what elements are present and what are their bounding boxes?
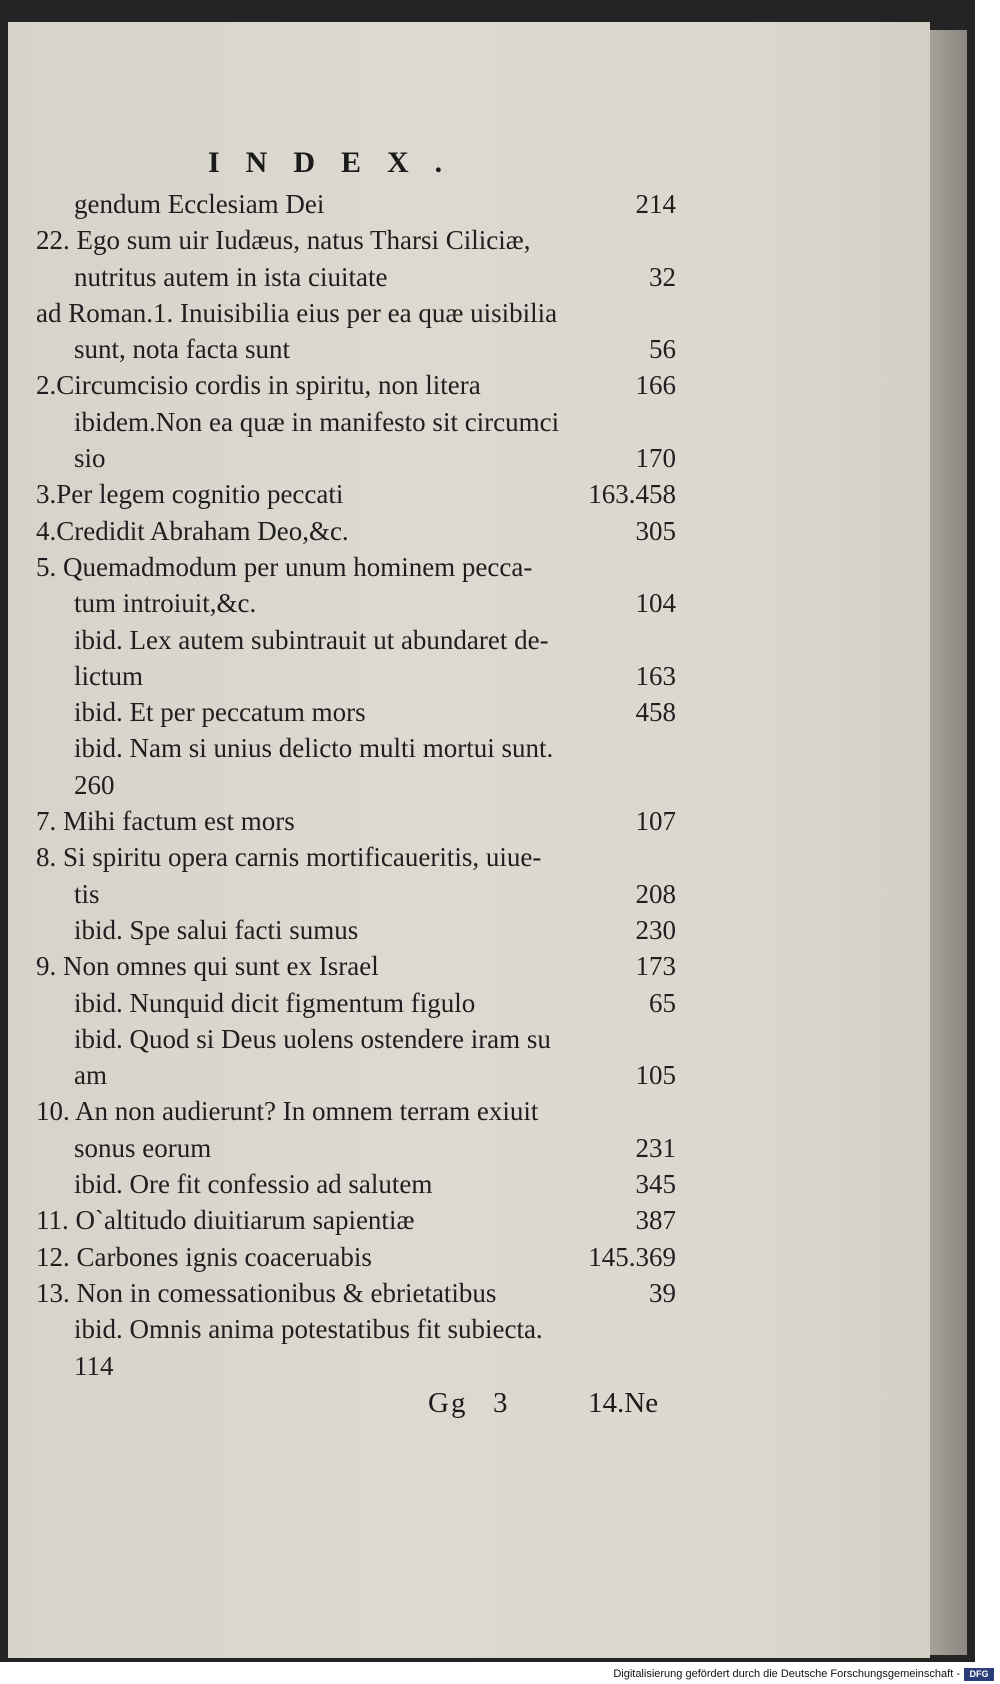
index-line bbox=[36, 222, 676, 258]
entry-text: ibid. Et per peccatum mors bbox=[74, 697, 366, 728]
index-line bbox=[36, 1130, 676, 1166]
entry-text: ibid. Lex autem subintrauit ut abundaret de- bbox=[74, 624, 549, 655]
page-reference: 105 bbox=[635, 1060, 676, 1091]
index-line bbox=[36, 1093, 676, 1129]
page-reference: 214 bbox=[635, 189, 676, 219]
index-line bbox=[36, 1021, 676, 1057]
entry-text: 5. Quemadmodum per unum hominem pecca- bbox=[36, 551, 533, 582]
index-line bbox=[36, 259, 676, 295]
entry-text: am bbox=[74, 1060, 107, 1091]
entry-text: ibid. Ore fit confessio ad salutem bbox=[74, 1169, 433, 1200]
index-line bbox=[36, 839, 676, 875]
page-reference: 163.458 bbox=[588, 479, 676, 510]
index-line bbox=[36, 585, 676, 621]
index-line bbox=[36, 948, 676, 984]
entry-text: 11. O`altitudo diuitiarum sapientiæ bbox=[36, 1205, 415, 1236]
index-line bbox=[36, 186, 676, 222]
entry-text: ibid. Nunquid dicit figmentum figulo bbox=[74, 987, 476, 1018]
page-reference: 56 bbox=[649, 334, 676, 365]
page-reference: 387 bbox=[635, 1205, 676, 1236]
book-page bbox=[8, 22, 930, 1658]
entry-text: lictum bbox=[74, 660, 143, 691]
page-header: INDEX. bbox=[208, 146, 469, 179]
page-footer bbox=[8, 1387, 930, 1427]
entry-text: ibidem.Non ea quæ in manifesto sit circumci bbox=[74, 406, 560, 437]
entry-text: 22. Ego sum uir Iudæus, natus Tharsi Ciliciæ, bbox=[36, 225, 531, 256]
page-reference: 32 bbox=[649, 261, 676, 292]
entry-text: tis bbox=[74, 878, 100, 909]
entry-text: nutritus autem in ista ciuitate bbox=[74, 261, 388, 292]
index-line bbox=[36, 767, 676, 803]
index-line bbox=[36, 803, 676, 839]
page-reference: 145.369 bbox=[588, 1241, 676, 1272]
page-reference: 230 bbox=[635, 914, 676, 945]
index-line bbox=[36, 295, 676, 331]
page-reference: 231 bbox=[635, 1132, 676, 1163]
entry-text: ibid. Spe salui facti sumus bbox=[74, 914, 359, 945]
index-line bbox=[36, 440, 676, 476]
index-entries bbox=[36, 186, 676, 1384]
page-reference: 305 bbox=[635, 515, 676, 546]
index-line bbox=[36, 1348, 676, 1384]
index-line bbox=[36, 730, 676, 766]
leaf-number: 3 bbox=[493, 1387, 508, 1419]
entry-text: ibid. Omnis anima potestatibus fit subiecta. bbox=[74, 1314, 543, 1345]
page-reference: 166 bbox=[635, 370, 676, 401]
page-reference: 170 bbox=[635, 443, 676, 474]
entry-text: sonus eorum bbox=[74, 1132, 212, 1163]
entry-text: ibid. Quod si Deus uolens ostendere iram su bbox=[74, 1023, 551, 1054]
page-reference: 65 bbox=[649, 987, 676, 1018]
entry-text: 8. Si spiritu opera carnis mortificaueritis, uiue- bbox=[36, 842, 542, 873]
index-line bbox=[36, 549, 676, 585]
entry-text: 4.Credidit Abraham Deo,&c. bbox=[36, 515, 349, 546]
page-reference: 458 bbox=[635, 697, 676, 728]
entry-text: 9. Non omnes qui sunt ex Israel bbox=[36, 951, 379, 982]
index-line bbox=[36, 1239, 676, 1275]
page-edge bbox=[925, 30, 967, 1655]
entry-text: 13. Non in comessationibus & ebrietatibus bbox=[36, 1277, 497, 1308]
page-reference: 345 bbox=[635, 1169, 676, 1200]
page-reference: 107 bbox=[635, 806, 676, 837]
index-line bbox=[36, 912, 676, 948]
index-line bbox=[36, 1311, 676, 1347]
index-line bbox=[36, 331, 676, 367]
entry-text: gendum Ecclesiam Dei bbox=[74, 189, 325, 219]
entry-text: 12. Carbones ignis coaceruabis bbox=[36, 1241, 372, 1272]
signature-mark: Gg bbox=[428, 1387, 468, 1419]
index-line bbox=[36, 658, 676, 694]
digitization-credit: Digitalisierung gefördert durch die Deutsche Forschungsgemeinschaft - bbox=[613, 1668, 960, 1680]
entry-text: sio bbox=[74, 443, 106, 474]
index-line bbox=[36, 876, 676, 912]
entry-text: tum introiuit,&c. bbox=[74, 588, 257, 619]
catchword: 14.Ne bbox=[588, 1387, 659, 1419]
index-line bbox=[36, 1202, 676, 1238]
index-line bbox=[36, 694, 676, 730]
index-line bbox=[36, 404, 676, 440]
index-line bbox=[36, 513, 676, 549]
index-line bbox=[36, 476, 676, 512]
dfg-logo: DFG bbox=[964, 1668, 994, 1681]
index-line bbox=[36, 1275, 676, 1311]
entry-text: 3.Per legem cognitio peccati bbox=[36, 479, 344, 510]
page-reference: 208 bbox=[635, 878, 676, 909]
index-line bbox=[36, 1057, 676, 1093]
page-reference: 104 bbox=[635, 588, 676, 619]
page-reference: 173 bbox=[635, 951, 676, 982]
entry-text: 7. Mihi factum est mors bbox=[36, 806, 295, 837]
entry-text: sunt, nota facta sunt bbox=[74, 334, 290, 365]
page-reference: 163 bbox=[635, 660, 676, 691]
entry-text: 260 bbox=[74, 769, 115, 800]
entry-text: ad Roman.1. Inuisibilia eius per ea quæ uisibilia bbox=[36, 297, 558, 328]
index-line bbox=[36, 367, 676, 403]
index-line bbox=[36, 985, 676, 1021]
entry-text: ibid. Nam si unius delicto multi mortui sunt. bbox=[74, 733, 554, 764]
entry-text: 114 bbox=[74, 1350, 114, 1381]
page-reference: 39 bbox=[649, 1277, 676, 1308]
index-line bbox=[36, 1166, 676, 1202]
index-line bbox=[36, 622, 676, 658]
entry-text: 2.Circumcisio cordis in spiritu, non litera bbox=[36, 370, 481, 401]
entry-text: 10. An non audierunt? In omnem terram exiuit bbox=[36, 1096, 539, 1127]
